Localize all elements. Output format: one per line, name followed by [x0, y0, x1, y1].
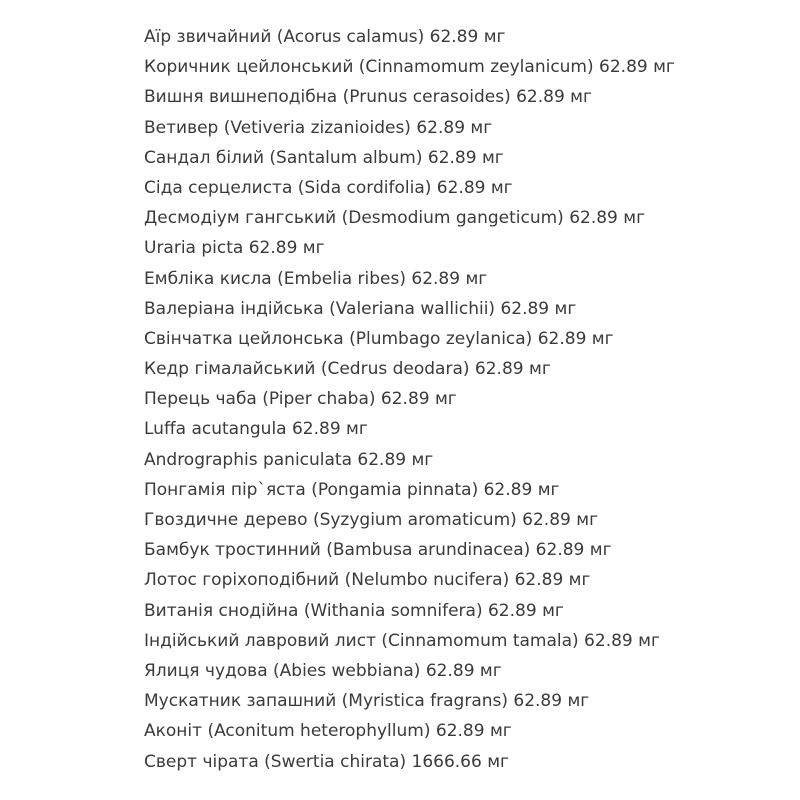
ingredient-line: Ембліка кисла (Embelia ribes) 62.89 мг: [144, 268, 488, 289]
ingredient-line: Мускатник запашний (Myristica fragrans) 62.89 мг: [144, 691, 590, 712]
ingredient-line: Гвоздичне дерево (Syzygium aromaticum) 62.89 мг: [144, 510, 599, 530]
ingredient-line: Сандал білий (Santalum album) 62.89 мг: [144, 147, 504, 168]
ingredient-line: Витанія снодійна (Withania somnifera) 62.89 мг: [144, 600, 564, 621]
ingredient-line: Luffa acutangula 62.89 мг: [144, 419, 368, 440]
ingredient-line: Перець чаба (Piper chaba) 62.89 мг: [144, 389, 457, 410]
ingredient-line: Ветивер (Vetiveria zizanioides) 62.89 мг: [144, 117, 493, 138]
ingredient-line: Кедр гімалайський (Cedrus deodara) 62.89 мг: [144, 359, 551, 380]
ingredient-line: Аконіт (Aconitum heterophyllum) 62.89 мг: [144, 721, 512, 742]
ingredient-line: Індійський лавровий лист (Cinnamomum tamala) 62.89 мг: [144, 630, 660, 651]
ingredient-line: Uraria picta 62.89 мг: [144, 238, 325, 259]
ingredient-line: Сверт чірата (Swertia chirata) 1666.66 мг: [144, 751, 509, 772]
ingredient-line: Ялиця чудова (Abies webbiana) 62.89 мг: [144, 660, 502, 681]
ingredient-line: Бамбук тростинний (Bambusa arundinacea) 62.89 мг: [144, 540, 612, 561]
ingredient-line: Аїр звичайний (Acorus calamus) 62.89 мг: [144, 27, 506, 47]
ingredient-line: Валеріана індійська (Valeriana wallichii) 62.89 мг: [144, 298, 577, 319]
ingredient-line: Десмодіум гангський (Desmodium gangeticum) 62.89 мг: [144, 208, 646, 229]
ingredient-line: Понгамія пір`яста (Pongamia pinnata) 62.89 мг: [144, 479, 560, 500]
ingredients-list: [144, 22, 780, 777]
ingredient-line: Лотос горіхоподібний (Nelumbo nucifera) 62.89 мг: [144, 570, 591, 591]
ingredient-line: Свінчатка цейлонська (Plumbago zeylanica) 62.89 мг: [144, 328, 614, 349]
ingredient-line: Сіда серцелиста (Sida cordifolia) 62.89 мг: [144, 177, 513, 198]
ingredient-line: Вишня вишнеподібна (Prunus cerasoides) 62.89 мг: [144, 87, 592, 108]
ingredient-line: Andrographis paniculata 62.89 мг: [144, 449, 434, 470]
ingredient-line: Коричник цейлонський (Cinnamomum zeylanicum) 62.89 мг: [144, 57, 675, 78]
